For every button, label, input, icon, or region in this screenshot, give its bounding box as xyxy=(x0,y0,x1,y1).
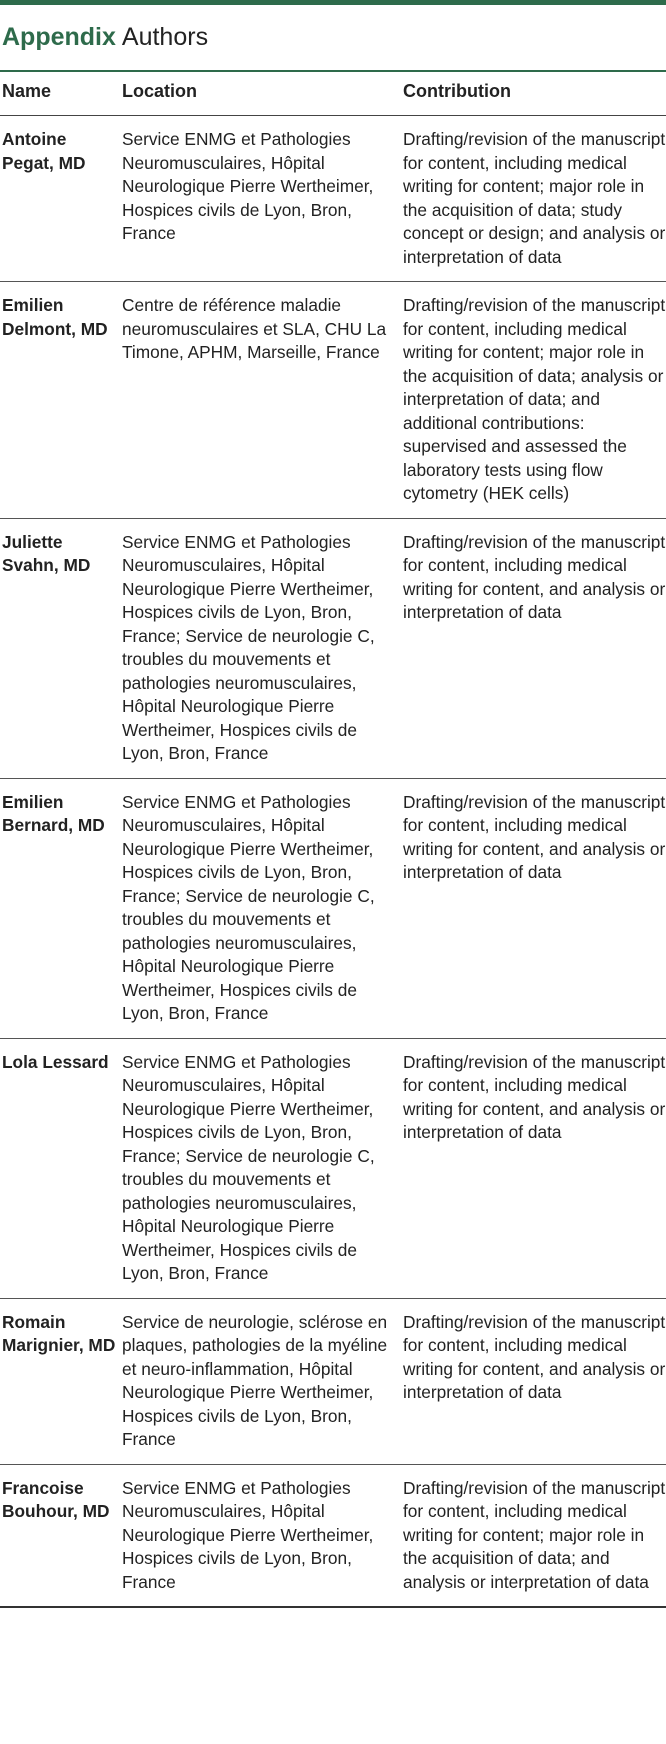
author-name: Juliette Svahn, MD xyxy=(0,518,122,778)
author-location: Service ENMG et Pathologies Neuromusculaires, Hôpital Neurologique Pierre Wertheimer, Hospices civils de Lyon, Bron, France xyxy=(122,116,403,282)
table-row xyxy=(0,282,666,519)
author-contribution: Drafting/revision of the manuscript for content, including medical writing for content, and analysis or interpretation of data xyxy=(403,1038,666,1298)
author-name: Antoine Pegat, MD xyxy=(0,116,122,282)
author-contribution: Drafting/revision of the manuscript for content, including medical writing for content, and analysis or interpretation of data xyxy=(403,778,666,1038)
author-contribution: Drafting/revision of the manuscript for content, including medical writing for content, and analysis or interpretation of data xyxy=(403,1298,666,1464)
appendix-heading xyxy=(2,22,208,52)
top-rule xyxy=(0,0,666,5)
table-row xyxy=(0,1038,666,1298)
table-header-row xyxy=(0,72,666,116)
header-location: Location xyxy=(122,72,403,116)
author-name: Emilien Bernard, MD xyxy=(0,778,122,1038)
author-name: Francoise Bouhour, MD xyxy=(0,1464,122,1607)
table-row xyxy=(0,518,666,778)
author-contribution: Drafting/revision of the manuscript for content, including medical writing for content; major role in the acquisition of data; analysis or interpretation of data; and additional contributions: supervised and assessed the laboratory tests using flow cytometry (HEK cells) xyxy=(403,282,666,519)
appendix-label: Appendix xyxy=(2,23,116,51)
header-contribution: Contribution xyxy=(403,72,666,116)
author-location: Service ENMG et Pathologies Neuromusculaires, Hôpital Neurologique Pierre Wertheimer, Hospices civils de Lyon, Bron, France; Service de neurologie C, troubles du mouvements et pathologies neuromusculaires, Hôpital Neurologique Pierre Wertheimer, Hospices civils de Lyon, Bron, France xyxy=(122,1038,403,1298)
header-name: Name xyxy=(0,72,122,116)
author-contribution: Drafting/revision of the manuscript for content, including medical writing for content; major role in the acquisition of data; study concept or design; and analysis or interpretation of data xyxy=(403,116,666,282)
author-name: Lola Lessard xyxy=(0,1038,122,1298)
author-name: Romain Marignier, MD xyxy=(0,1298,122,1464)
authors-table xyxy=(0,72,666,1608)
author-location: Service ENMG et Pathologies Neuromusculaires, Hôpital Neurologique Pierre Wertheimer, Hospices civils de Lyon, Bron, France xyxy=(122,1464,403,1607)
table-row xyxy=(0,1464,666,1607)
table-row xyxy=(0,1298,666,1464)
author-location: Service de neurologie, sclérose en plaques, pathologies de la myéline et neuro-inflammation, Hôpital Neurologique Pierre Wertheimer, Hospices civils de Lyon, Bron, France xyxy=(122,1298,403,1464)
appendix-subtitle: Authors xyxy=(121,23,209,51)
table-row xyxy=(0,778,666,1038)
table-row xyxy=(0,116,666,282)
author-name: Emilien Delmont, MD xyxy=(0,282,122,519)
author-contribution: Drafting/revision of the manuscript for content, including medical writing for content; major role in the acquisition of data; and analysis or interpretation of data xyxy=(403,1464,666,1607)
author-location: Service ENMG et Pathologies Neuromusculaires, Hôpital Neurologique Pierre Wertheimer, Hospices civils de Lyon, Bron, France; Service de neurologie C, troubles du mouvements et pathologies neuromusculaires, Hôpital Neurologique Pierre Wertheimer, Hospices civils de Lyon, Bron, France xyxy=(122,518,403,778)
author-location: Centre de référence maladie neuromusculaires et SLA, CHU La Timone, APHM, Marseille, France xyxy=(122,282,403,519)
author-location: Service ENMG et Pathologies Neuromusculaires, Hôpital Neurologique Pierre Wertheimer, Hospices civils de Lyon, Bron, France; Service de neurologie C, troubles du mouvements et pathologies neuromusculaires, Hôpital Neurologique Pierre Wertheimer, Hospices civils de Lyon, Bron, France xyxy=(122,778,403,1038)
author-contribution: Drafting/revision of the manuscript for content, including medical writing for content, and analysis or interpretation of data xyxy=(403,518,666,778)
